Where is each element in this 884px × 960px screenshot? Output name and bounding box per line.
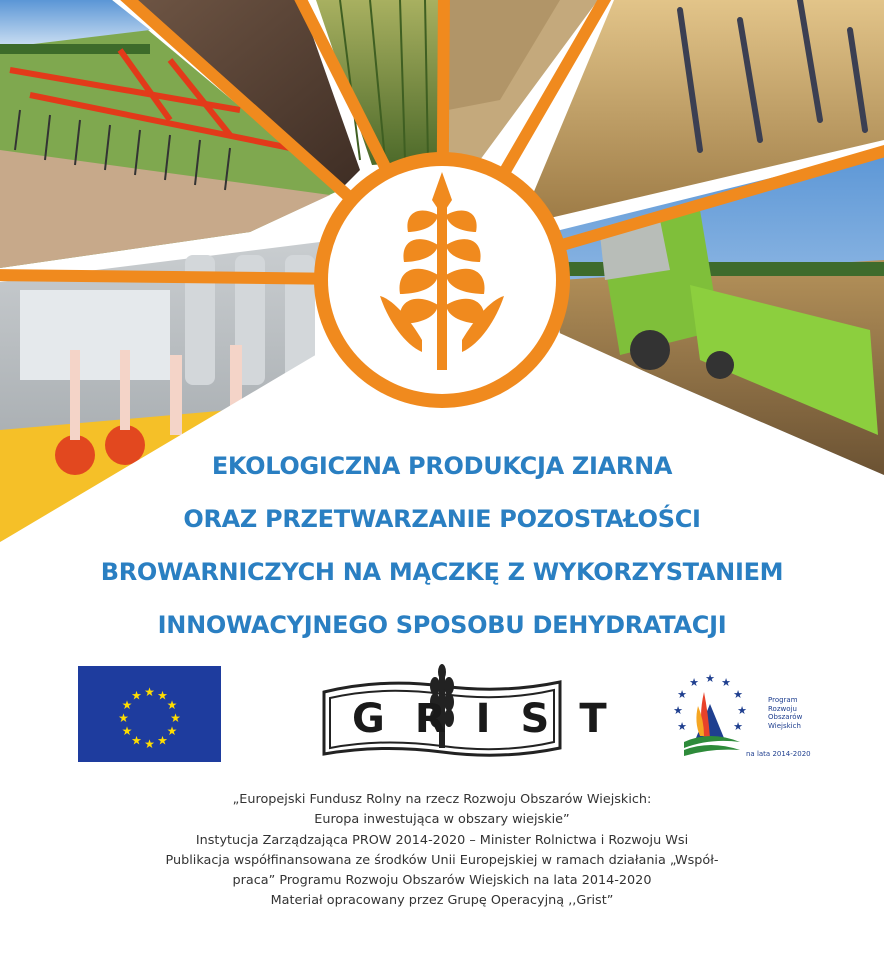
eu-stars-icon xyxy=(78,666,221,762)
footer-line-5: praca” Programu Rozwoju Obszarów Wiejskich na lata 2014-2020 xyxy=(232,873,652,889)
svg-text:★: ★ xyxy=(677,720,687,733)
footer-line-4: Publikacja współfinansowana ze środków Unii Europejskiej w ramach działania „Współ- xyxy=(165,852,719,868)
logo-row xyxy=(0,660,884,765)
footer-line-3: Instytucja Zarządzająca PROW 2014-2020 – Minister Rolnictwa i Rozwoju Wsi xyxy=(195,832,689,848)
eu-flag xyxy=(78,666,221,762)
svg-text:★: ★ xyxy=(673,704,683,717)
svg-text:★: ★ xyxy=(157,688,168,703)
svg-text:★: ★ xyxy=(737,704,747,717)
svg-text:★: ★ xyxy=(689,676,699,689)
funding-statement xyxy=(60,790,824,912)
prow-emblem-icon xyxy=(660,668,760,762)
svg-text:★: ★ xyxy=(733,720,743,733)
svg-text:★: ★ xyxy=(131,733,142,748)
publication-title xyxy=(0,440,884,652)
prow-wordmark: Program Rozwoju Obszarów Wiejskich xyxy=(768,696,803,730)
grist-wordmark: GRIST xyxy=(352,696,637,742)
svg-text:★: ★ xyxy=(144,685,155,699)
title-line-4: INNOWACYJNEGO SPOSOBU DEHYDRATACJI xyxy=(157,611,727,639)
svg-text:★: ★ xyxy=(131,688,142,703)
title-line-2: ORAZ PRZETWARZANIE POZOSTAŁOŚCI xyxy=(183,505,701,533)
prow-logo xyxy=(660,668,820,762)
footer-line-1: „Europejski Fundusz Rolny na rzecz Rozwoju Obszarów Wiejskich: xyxy=(232,792,652,807)
title-line-1: EKOLOGICZNA PRODUKCJA ZIARNA xyxy=(211,452,673,480)
svg-text:★: ★ xyxy=(677,688,687,701)
prow-years: na lata 2014-2020 xyxy=(746,750,811,758)
svg-text:★: ★ xyxy=(121,724,133,738)
svg-text:★: ★ xyxy=(118,711,129,725)
grist-logo xyxy=(322,664,637,764)
footer-line-6: Materiał opracowany przez Grupę Operacyjną ,,Grist” xyxy=(270,893,614,909)
svg-text:★: ★ xyxy=(705,672,715,685)
svg-text:★: ★ xyxy=(733,688,743,701)
svg-text:★: ★ xyxy=(721,676,731,689)
wheat-emblem xyxy=(314,152,570,408)
svg-text:★: ★ xyxy=(166,698,178,712)
svg-text:★: ★ xyxy=(166,724,178,738)
svg-text:★: ★ xyxy=(170,711,181,725)
svg-text:★: ★ xyxy=(144,737,155,751)
title-line-3: BROWARNICZYCH NA MĄCZKĘ Z WYKORZYSTANIEM xyxy=(100,558,784,586)
svg-text:★: ★ xyxy=(121,698,133,712)
footer-line-2: Europa inwestująca w obszary wiejskie” xyxy=(314,812,570,828)
svg-text:★: ★ xyxy=(157,733,168,748)
